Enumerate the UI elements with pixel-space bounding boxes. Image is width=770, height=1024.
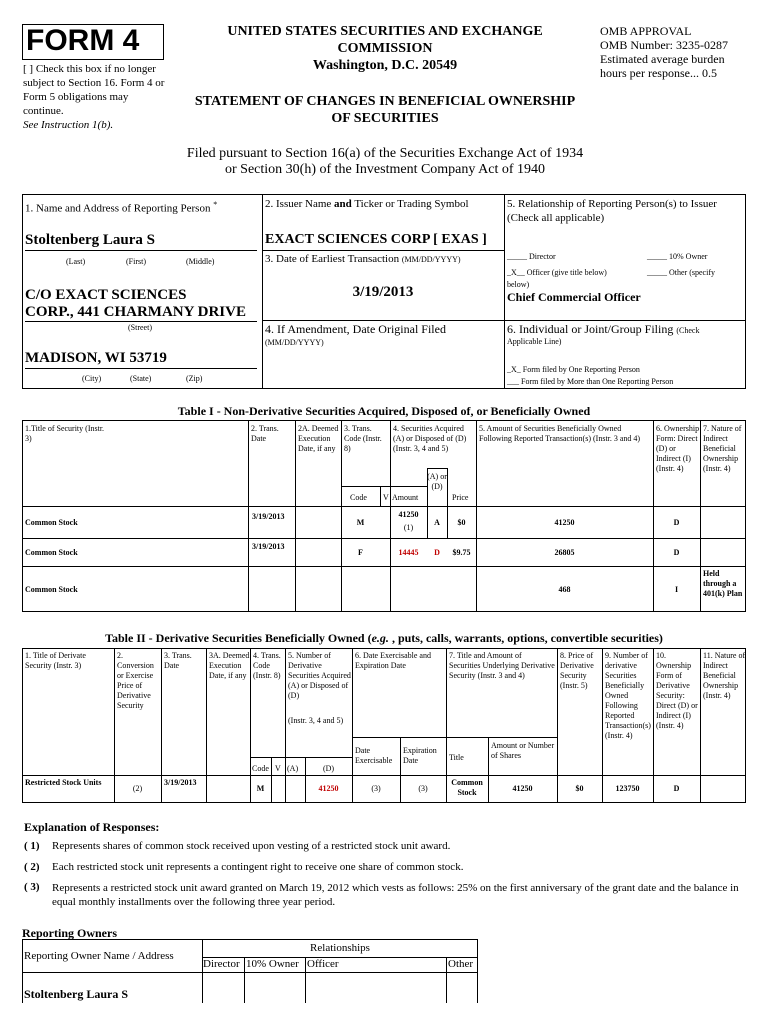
explanation-num-3: ( 3) (24, 881, 40, 893)
t1-row1-code: M (356, 518, 365, 527)
t1-row1-title: Common Stock (25, 518, 78, 527)
t2-v-header: V (275, 764, 281, 773)
agency-line-1: UNITED STATES SECURITIES AND EXCHANGE (227, 24, 543, 39)
reporting-owners-heading: Reporting Owners (22, 926, 117, 940)
owners-other: Other (448, 958, 474, 970)
form-title: FORM 4 (26, 24, 140, 57)
box2-label: 2. Issuer Name and Ticker or Trading Symbol (265, 198, 469, 210)
t2-h8: 8. Price of Derivative Security (Instr. 5) (560, 651, 594, 690)
checkbox-note: [ ] Check this box if no longer subject to Section 16. Form 4 or Form 5 obligations may continue. (23, 63, 165, 117)
t1-h2: 2. Trans. Date (251, 424, 279, 443)
t1-h5: 5. Amount of Securities Beneficially Owned Following Reported Transaction(s) (Instr. 3 and 4) (479, 424, 641, 443)
box4-label: 4. If Amendment, Date Original Filed (265, 322, 446, 336)
t1-row2-ad: D (434, 548, 440, 557)
t1-price-header: Price (452, 493, 469, 502)
t2-shares: 41250 (512, 784, 533, 793)
t1-code-header: Code (350, 493, 367, 502)
t2-exercisable: (3) (371, 784, 381, 793)
t1-row2-title: Common Stock (25, 548, 78, 557)
t2-code-header: Code (252, 764, 269, 773)
street-label: (Street) (128, 323, 152, 332)
state-label: (State) (130, 374, 152, 383)
explanation-num-2: ( 2) (24, 861, 40, 873)
explanation-text-2: Each restricted stock unit represents a contingent right to receive one share of common stock. (52, 861, 464, 873)
box5-label-1: 5. Relationship of Reporting Person(s) to Issuer (507, 198, 717, 210)
explanation-text-3: Represents a restricted stock unit award granted on March 19, 2012 which vests as follows: 25% on the first anniversary of the grant date and the balance in equal monthly installments over the following three year period. (52, 882, 739, 908)
t1-row2-amount: 14445 (398, 548, 419, 557)
one-person-option[interactable]: _X_ Form filed by One Reporting Person (507, 365, 640, 374)
t2-h1: 1. Title of Derivate Security (Instr. 3) (25, 651, 86, 670)
t2-amount-header: Amount or Number of Shares (491, 741, 555, 760)
t1-row1-note: (1) (403, 523, 414, 532)
t2-h5b: (Instr. 3, 4 and 5) (288, 716, 344, 725)
omb-hours: hours per response... 0.5 (600, 66, 717, 80)
t2-h11: 11. Nature of Indirect Beneficial Ownership (Instr. 4) (703, 651, 746, 700)
t2-expiration: (3) (418, 784, 428, 793)
t1-h2a: 2A. Deemed Execution Date, if any (298, 424, 339, 453)
t2-h4: 4. Trans. Code (Instr. 8) (253, 651, 281, 680)
t2-h3: 3. Trans. Date (164, 651, 192, 670)
t1-row2-code: F (358, 548, 363, 557)
t2-underlying: Common Stock (451, 778, 483, 797)
agency-line-3: Washington, D.C. 20549 (312, 58, 458, 73)
omb-number: OMB Number: 3235-0287 (600, 38, 728, 52)
box6-label: 6. Individual or Joint/Group Filing (Check (507, 322, 700, 336)
t2-code: M (256, 784, 265, 793)
t1-row1-form: D (673, 518, 680, 527)
owners-ten-pct: 10% Owner (246, 958, 299, 970)
statement-line-1: STATEMENT OF CHANGES IN BENEFICIAL OWNERSHIP (194, 94, 576, 109)
see-instruction: See Instruction 1(b). (23, 119, 114, 131)
t1-row1-owned: 41250 (554, 518, 575, 527)
table2-title: Table II - Derivative Securities Beneficially Owned (e.g. , puts, calls, warrants, options, convertible securities) (105, 631, 663, 645)
below-label: below) (507, 280, 530, 289)
t2-h2: 2. Conversion or Exercise Price of Derivative Security (117, 651, 154, 710)
officer-title: Chief Commercial Officer (507, 290, 641, 304)
city-state-zip: MADISON, WI 53719 (25, 350, 167, 366)
t1-h4: 4. Securities Acquired (A) or Disposed of (D) (Instr. 3, 4 and 5) (393, 424, 467, 453)
t2-disposed: 41250 (318, 784, 339, 793)
owners-director: Director (203, 958, 240, 970)
t1-row1-amount: 41250 (398, 510, 419, 519)
box4-format: (MM/DD/YYYY) (265, 338, 324, 347)
t2-form: D (673, 784, 680, 793)
box5-label-2: (Check all applicable) (507, 212, 605, 224)
t2-expiration-header: Expiration Date (403, 746, 437, 765)
t2-h7: 7. Title and Amount of Securities Underlying Derivative Security (Instr. 3 and 4) (449, 651, 555, 680)
zip-label: (Zip) (186, 374, 203, 383)
t1-amount-header: Amount (392, 493, 419, 502)
earliest-transaction-date: 3/19/2013 (352, 284, 414, 300)
t2-a-header: (A) (287, 764, 299, 773)
box3-label: 3. Date of Earliest Transaction (MM/DD/YYYY) (265, 253, 461, 265)
owner-name: Stoltenberg Laura S (24, 987, 129, 1001)
first-label: (First) (126, 257, 146, 266)
t1-aord-header: (A) or (D) (427, 472, 447, 491)
filed-line-2: or Section 30(h) of the Investment Company Act of 1940 (225, 162, 545, 177)
owners-officer: Officer (307, 958, 339, 970)
owners-relationships: Relationships (310, 942, 370, 954)
issuer-name: EXACT SCIENCES CORP [ EXAS ] (265, 232, 487, 247)
director-checkbox[interactable]: _____ Director (507, 252, 556, 261)
city-label: (City) (82, 374, 102, 383)
officer-checkbox[interactable]: _X__ Officer (give title below) (507, 268, 607, 277)
more-persons-option[interactable]: ___ Form filed by More than One Reporting Person (507, 377, 674, 386)
t1-row2-date: 3/19/2013 (252, 542, 285, 551)
table1-title: Table I - Non-Derivative Securities Acquired, Disposed of, or Beneficially Owned (177, 404, 591, 418)
t1-row1-ad: A (434, 518, 440, 527)
street-line-1: C/O EXACT SCIENCES (25, 287, 187, 303)
t1-row2-owned: 26805 (554, 548, 575, 557)
ten-percent-owner-checkbox[interactable]: _____ 10% Owner (647, 252, 708, 261)
box1-label: 1. Name and Address of Reporting Person * (25, 200, 218, 215)
omb-burden: Estimated average burden (600, 52, 725, 66)
owners-col-name: Reporting Owner Name / Address (24, 950, 174, 962)
t1-v-header: V (383, 493, 389, 502)
t2-title-header: Title (449, 753, 464, 762)
t2-date-ex-header: Date Exercisable (355, 746, 393, 765)
t2-price: $0 (575, 784, 584, 793)
t1-row3-title: Common Stock (25, 585, 78, 594)
box6-applicable: Applicable Line) (507, 337, 562, 346)
t2-owned: 123750 (615, 784, 640, 793)
t1-row3-form: I (674, 585, 679, 594)
other-checkbox[interactable]: _____ Other (specify (647, 268, 715, 277)
t1-row2-form: D (673, 548, 680, 557)
explanation-heading: Explanation of Responses: (24, 820, 160, 834)
t1-h1: 1.Title of Security (Instr. 3) (25, 424, 105, 443)
filed-line-1: Filed pursuant to Section 16(a) of the Securities Exchange Act of 1934 (186, 146, 584, 161)
statement-line-2: OF SECURITIES (331, 111, 439, 126)
agency-line-2: COMMISSION (337, 41, 433, 56)
t1-h7: 7. Nature of Indirect Beneficial Ownership (Instr. 4) (703, 424, 742, 473)
t1-h3: 3. Trans. Code (Instr. 8) (344, 424, 382, 453)
t1-row1-price: $0 (457, 518, 466, 527)
t1-row3-owned: 468 (558, 585, 571, 594)
explanation-text-1: Represents shares of common stock received upon vesting of a restricted stock unit award. (52, 840, 451, 852)
t1-row3-nature: Held through a 401(k) Plan (703, 569, 743, 598)
t2-conv: (2) (132, 784, 143, 793)
street-line-2: CORP., 441 CHARMANY DRIVE (25, 304, 246, 320)
omb-approval: OMB APPROVAL (600, 24, 692, 38)
last-label: (Last) (66, 257, 86, 266)
t2-h6: 6. Date Exercisable and Expiration Date (355, 651, 431, 670)
t2-h9: 9. Number of derivative Securities Beneficially Owned Following Reported Transaction(s) (Instr. 4) (605, 651, 651, 740)
t1-h6: 6. Ownership Form: Direct (D) or Indirect (I) (Instr. 4) (656, 424, 700, 473)
reporting-person-name: Stoltenberg Laura S (25, 232, 156, 248)
t2-h3a: 3A. Deemed Execution Date, if any (209, 651, 250, 680)
t2-h5: 5. Number of Derivative Securities Acquired (A) or Disposed of (D) (288, 651, 351, 700)
t1-row2-price: $9.75 (452, 548, 471, 557)
t1-row1-date: 3/19/2013 (252, 512, 285, 521)
t2-date: 3/19/2013 (164, 778, 197, 787)
t2-d-header: (D) (322, 764, 335, 773)
t2-h10: 10. Ownership Form of Derivative Security: Direct (D) or Indirect (I) (Instr. 4) (656, 651, 698, 730)
explanation-num-1: ( 1) (24, 840, 40, 852)
t2-security: Restricted Stock Units (25, 778, 102, 787)
middle-label: (Middle) (186, 257, 215, 266)
